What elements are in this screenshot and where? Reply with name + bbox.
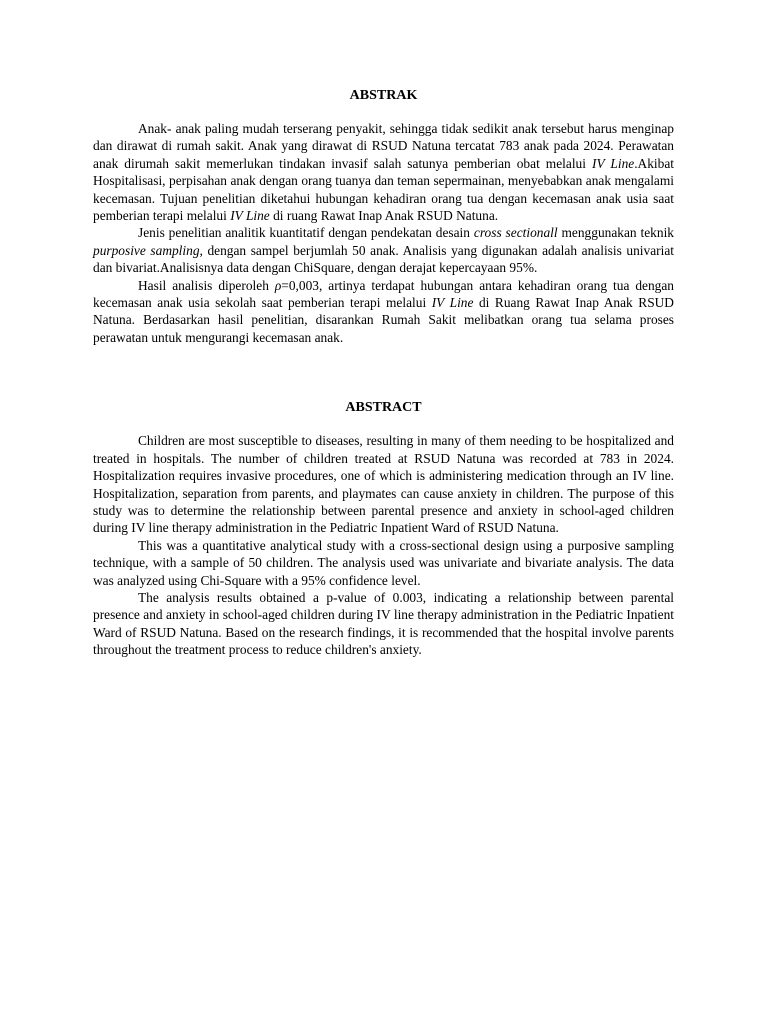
- abstrak-p3-text-2: =0,003, artinya terdapat hubungan antara kehadiran orang tua dengan kecemasan anak usia sekolah saat pemberian terapi melalui: [93, 277, 674, 311]
- abstrak-p3-italic-1: ρ: [274, 277, 282, 293]
- abstrak-p1-text-3: di ruang Rawat Inap Anak RSUD Natuna.: [269, 208, 499, 224]
- abstrak-p1-italic-2: IV Line: [230, 208, 270, 224]
- abstrak-p2-text-3: dengan sampel berjumlah 50 anak. Analisis yang digunakan adalah analisis univariat dan bivariat.Analisisnya data dengan ChiSquare, dengan derajat kepercayaan 95%.: [93, 242, 674, 276]
- abstrak-p3-text-1: Hasil analisis diperoleh: [138, 277, 275, 293]
- abstrak-paragraph-2: [93, 224, 674, 276]
- abstract-title: ABSTRACT: [345, 400, 422, 416]
- abstrak-p2-italic-2: purposive sampling,: [93, 242, 203, 258]
- abstrak-p2-text-2: menggunakan teknik: [557, 225, 674, 241]
- abstrak-p1-text-2: .Akibat Hospitalisasi, perpisahan anak dengan orang tuanya dan teman sepermainan, menyebabkan anak mengalami kecemasan. Tujuan penelitian diketahui hubungan kehadiran orang tua dengan kecemasan anak usia saat pemberian terapi melalui: [93, 155, 674, 224]
- abstrak-p1-italic-1: IV Line: [591, 155, 635, 171]
- abstrak-p2-text-1: Jenis penelitian analitik kuantitatif dengan pendekatan desain: [138, 225, 474, 241]
- abstract-paragraph-3: The analysis results obtained a p-value of 0.003, indicating a relationship between parental presence and anxiety in school-aged children during IV line therapy administration in the Pediatric Inpatient Ward of RSUD Natuna. Based on the research findings, it is recommended that the hospital involve parents throughout the treatment process to reduce children's anxiety.: [93, 589, 674, 658]
- abstract-body: [93, 432, 674, 658]
- abstract-paragraph-1: Children are most susceptible to diseases, resulting in many of them needing to be hospitalized and treated in hospitals. The number of children treated at RSUD Natuna was recorded at 783 in 2024. Hospitalization requires invasive procedures, one of which is administering medication through an IV line. Hospitalization, separation from parents, and playmates can cause anxiety in children. The purpose of this study was to determine the relationship between parental presence and anxiety in school-aged children during IV line therapy administration in the Pediatric Inpatient Ward of RSUD Natuna.: [93, 433, 674, 536]
- abstrak-title: ABSTRAK: [349, 88, 418, 103]
- abstrak-p3-italic-2: IV Line: [431, 295, 474, 311]
- abstract-paragraph-2: This was a quantitative analytical study with a cross-sectional design using a purposive sampling technique, with a sample of 50 children. The analysis used was univariate and bivariate analysis. The data was analyzed using Chi-Square with a 95% confidence level.: [93, 537, 674, 588]
- abstrak-paragraph-1: [93, 120, 674, 224]
- abstrak-p3-text-3: di Ruang Rawat Inap Anak RSUD Natuna. Berdasarkan hasil penelitian, disarankan Rumah Sakit melibatkan orang tua selama proses perawatan untuk mengurangi kecemasan anak.: [93, 295, 674, 345]
- abstrak-p1-text-1: Anak- anak paling mudah terserang penyakit, sehingga tidak sedikit anak tersebut harus menginap dan dirawat di rumah sakit. Anak yang dirawat di RSUD Natuna tercatat 783 anak pada 2024. Perawatan anak dirumah sakit memerlukan tindakan invasif salah satunya pemberian obat melalui: [93, 121, 674, 171]
- document-page: [93, 86, 674, 659]
- abstrak-body: [93, 120, 674, 346]
- abstrak-p2-italic-1: cross sectionall: [473, 225, 558, 241]
- abstrak-paragraph-3: [93, 277, 674, 347]
